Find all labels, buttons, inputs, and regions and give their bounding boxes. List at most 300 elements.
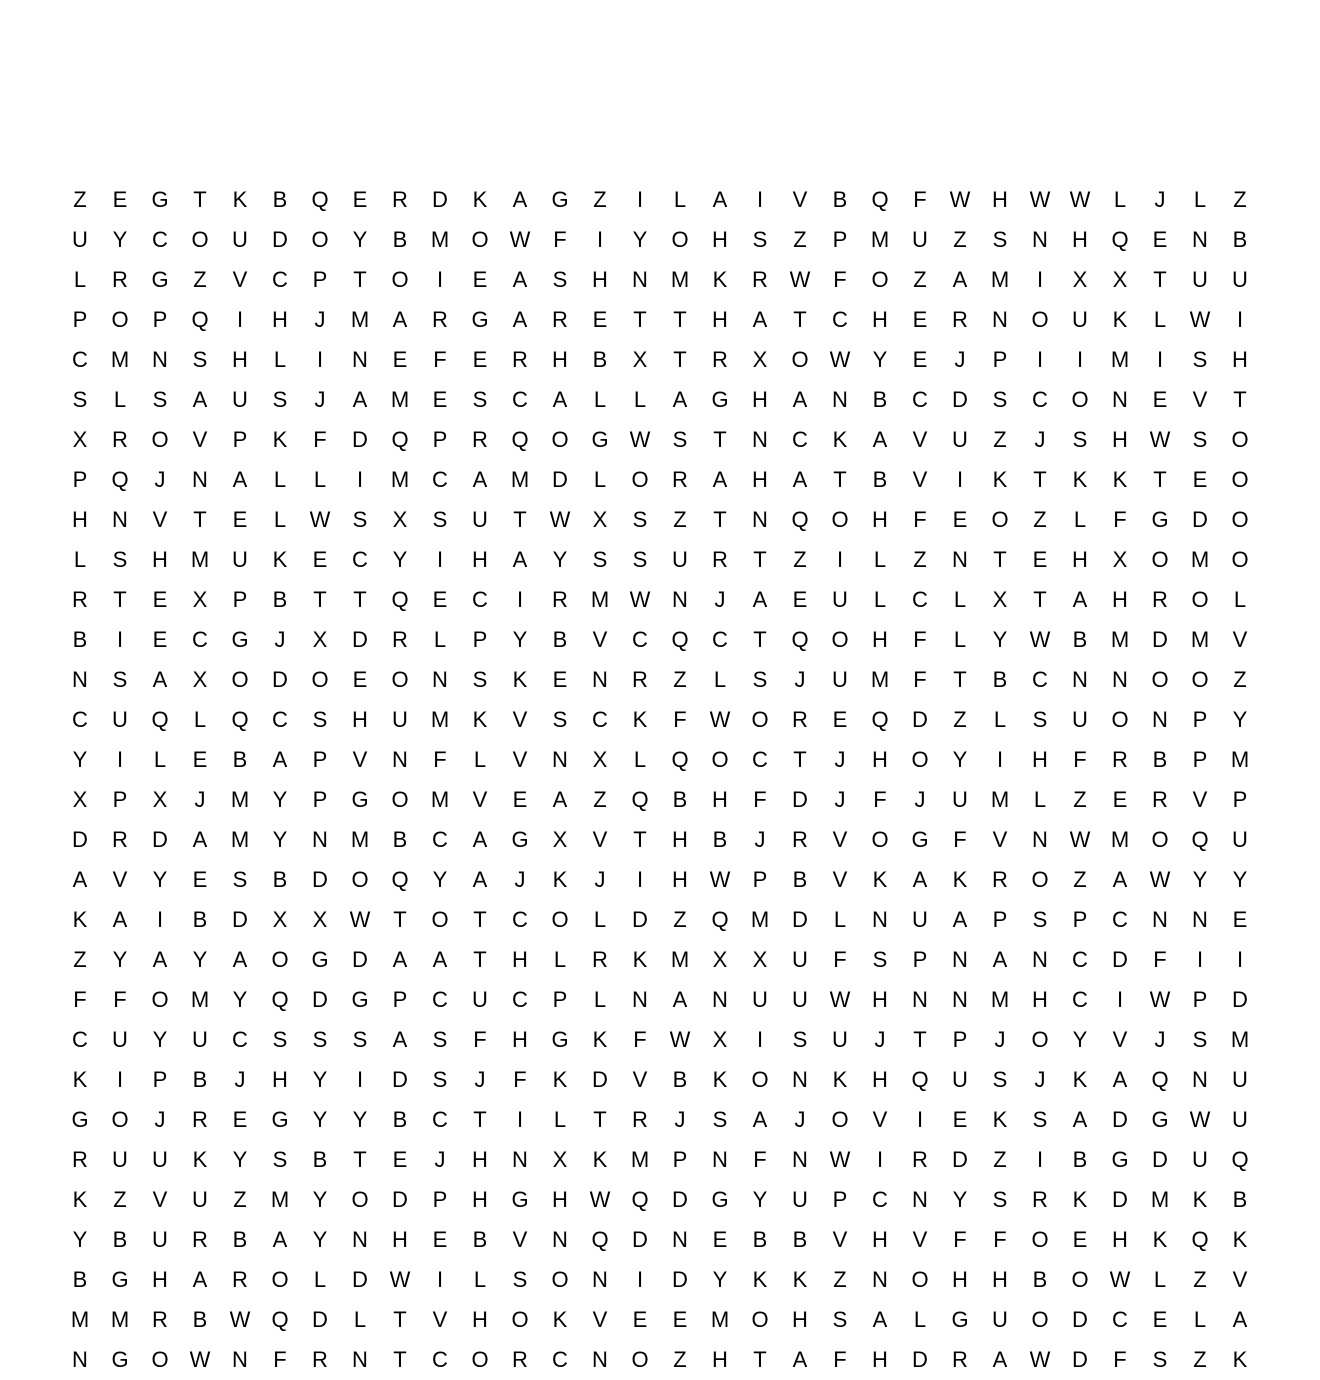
letter-cell[interactable]: A — [712, 187, 728, 212]
letter-cell[interactable]: F — [113, 987, 127, 1012]
letter-cell[interactable]: I — [436, 1267, 444, 1292]
letter-cell[interactable]: S — [712, 1107, 728, 1132]
letter-cell[interactable]: T — [633, 827, 647, 852]
letter-cell[interactable]: Y — [352, 1107, 368, 1132]
letter-cell[interactable]: D — [392, 1187, 408, 1212]
letter-cell[interactable]: A — [872, 1307, 888, 1332]
letter-cell[interactable]: D — [352, 947, 368, 972]
letter-cell[interactable]: M — [390, 467, 410, 492]
letter-cell[interactable]: B — [392, 827, 408, 852]
letter-cell[interactable]: K — [72, 1067, 88, 1092]
letter-cell[interactable]: X — [552, 1147, 568, 1172]
letter-cell[interactable]: V — [792, 187, 808, 212]
letter-cell[interactable]: S — [1192, 347, 1208, 372]
letter-cell[interactable]: E — [832, 707, 848, 732]
letter-cell[interactable]: I — [1236, 307, 1244, 332]
letter-cell[interactable]: K — [1232, 1227, 1248, 1252]
letter-cell[interactable]: A — [232, 467, 248, 492]
letter-cell[interactable]: C — [432, 467, 448, 492]
letter-cell[interactable]: O — [711, 747, 729, 772]
letter-cell[interactable]: W — [709, 867, 731, 892]
letter-cell[interactable]: R — [192, 1227, 208, 1252]
letter-cell[interactable]: L — [633, 387, 647, 412]
letter-cell[interactable]: H — [1112, 427, 1128, 452]
letter-cell[interactable]: J — [794, 667, 806, 692]
letter-cell[interactable]: E — [112, 187, 128, 212]
letter-cell[interactable]: B — [872, 467, 888, 492]
letter-cell[interactable]: X — [712, 947, 728, 972]
letter-cell[interactable]: L — [833, 907, 847, 932]
letter-cell[interactable]: K — [232, 187, 248, 212]
letter-cell[interactable]: S — [352, 1027, 368, 1052]
letter-cell[interactable]: Z — [1193, 1267, 1207, 1292]
letter-cell[interactable]: H — [872, 507, 888, 532]
letter-cell[interactable]: I — [1236, 947, 1244, 972]
letter-cell[interactable]: L — [713, 667, 727, 692]
letter-cell[interactable]: J — [874, 1027, 886, 1052]
letter-cell[interactable]: L — [633, 747, 647, 772]
letter-cell[interactable]: S — [472, 667, 488, 692]
letter-cell[interactable]: W — [1029, 187, 1051, 212]
letter-cell[interactable]: T — [1233, 387, 1247, 412]
letter-cell[interactable]: D — [1152, 1147, 1168, 1172]
letter-cell[interactable]: K — [592, 1147, 608, 1172]
letter-cell[interactable]: E — [1152, 1307, 1168, 1332]
letter-cell[interactable]: B — [1152, 747, 1168, 772]
letter-cell[interactable]: F — [433, 347, 447, 372]
letter-cell[interactable]: V — [912, 1227, 928, 1252]
letter-cell[interactable]: A — [952, 907, 968, 932]
letter-cell[interactable]: H — [1112, 1227, 1128, 1252]
letter-cell[interactable]: S — [432, 1067, 448, 1092]
letter-cell[interactable]: S — [552, 707, 568, 732]
letter-cell[interactable]: M — [430, 787, 450, 812]
letter-cell[interactable]: C — [552, 1347, 568, 1372]
letter-cell[interactable]: O — [391, 667, 409, 692]
letter-cell[interactable]: H — [872, 1227, 888, 1252]
letter-cell[interactable]: R — [312, 1347, 328, 1372]
letter-cell[interactable]: I — [1196, 947, 1204, 972]
letter-cell[interactable]: R — [512, 347, 528, 372]
letter-cell[interactable]: T — [393, 1307, 407, 1332]
letter-cell[interactable]: H — [992, 1267, 1008, 1292]
letter-cell[interactable]: F — [913, 627, 927, 652]
letter-cell[interactable]: Z — [73, 947, 87, 972]
letter-cell[interactable]: V — [832, 867, 848, 892]
letter-cell[interactable]: U — [112, 1027, 128, 1052]
letter-cell[interactable]: V — [152, 1187, 168, 1212]
letter-cell[interactable]: Z — [793, 547, 807, 572]
letter-cell[interactable]: G — [151, 187, 169, 212]
letter-cell[interactable]: P — [552, 987, 568, 1012]
letter-cell[interactable]: U — [472, 987, 488, 1012]
letter-cell[interactable]: T — [513, 507, 527, 532]
letter-cell[interactable]: X — [1112, 267, 1128, 292]
letter-cell[interactable]: Q — [391, 427, 409, 452]
letter-cell[interactable]: T — [673, 347, 687, 372]
letter-cell[interactable]: M — [1150, 1187, 1170, 1212]
letter-cell[interactable]: R — [552, 307, 568, 332]
letter-cell[interactable]: A — [912, 867, 928, 892]
letter-cell[interactable]: L — [553, 947, 567, 972]
letter-cell[interactable]: Y — [712, 1267, 728, 1292]
letter-cell[interactable]: P — [672, 1147, 688, 1172]
letter-cell[interactable]: A — [952, 267, 968, 292]
letter-cell[interactable]: F — [913, 507, 927, 532]
letter-cell[interactable]: K — [1072, 467, 1088, 492]
letter-cell[interactable]: O — [271, 947, 289, 972]
letter-cell[interactable]: M — [110, 347, 130, 372]
letter-cell[interactable]: Z — [1073, 867, 1087, 892]
letter-cell[interactable]: L — [113, 387, 127, 412]
letter-cell[interactable]: O — [1231, 507, 1249, 532]
letter-cell[interactable]: D — [272, 227, 288, 252]
letter-cell[interactable]: N — [872, 1267, 888, 1292]
letter-cell[interactable]: V — [352, 747, 368, 772]
letter-cell[interactable]: H — [392, 1227, 408, 1252]
letter-cell[interactable]: F — [833, 947, 847, 972]
letter-cell[interactable]: G — [1111, 1147, 1129, 1172]
letter-cell[interactable]: I — [316, 347, 324, 372]
letter-cell[interactable]: D — [912, 707, 928, 732]
letter-cell[interactable]: E — [1072, 1227, 1088, 1252]
letter-cell[interactable]: S — [752, 227, 768, 252]
letter-cell[interactable]: E — [712, 1227, 728, 1252]
letter-cell[interactable]: O — [1031, 307, 1049, 332]
letter-cell[interactable]: A — [472, 827, 488, 852]
letter-cell[interactable]: E — [152, 587, 168, 612]
letter-cell[interactable]: N — [912, 1187, 928, 1212]
letter-cell[interactable]: R — [392, 187, 408, 212]
letter-cell[interactable]: H — [952, 1267, 968, 1292]
letter-cell[interactable]: I — [116, 627, 124, 652]
letter-cell[interactable]: T — [633, 307, 647, 332]
letter-cell[interactable]: Z — [913, 547, 927, 572]
letter-cell[interactable]: T — [1153, 467, 1167, 492]
letter-cell[interactable]: B — [392, 227, 408, 252]
letter-cell[interactable]: S — [272, 1027, 288, 1052]
letter-cell[interactable]: K — [832, 427, 848, 452]
letter-cell[interactable]: C — [832, 307, 848, 332]
letter-cell[interactable]: H — [712, 307, 728, 332]
letter-cell[interactable]: N — [1192, 1067, 1208, 1092]
letter-cell[interactable]: P — [392, 987, 408, 1012]
letter-cell[interactable]: A — [1232, 1307, 1248, 1332]
letter-cell[interactable]: O — [631, 1347, 649, 1372]
letter-cell[interactable]: M — [1110, 827, 1130, 852]
letter-cell[interactable]: X — [632, 347, 648, 372]
letter-cell[interactable]: X — [752, 947, 768, 972]
letter-cell[interactable]: T — [393, 907, 407, 932]
letter-cell[interactable]: C — [72, 707, 88, 732]
letter-cell[interactable]: O — [551, 427, 569, 452]
letter-cell[interactable]: M — [430, 707, 450, 732]
letter-cell[interactable]: B — [752, 1227, 768, 1252]
letter-cell[interactable]: D — [1152, 627, 1168, 652]
letter-cell[interactable]: L — [593, 387, 607, 412]
letter-cell[interactable]: N — [632, 987, 648, 1012]
letter-cell[interactable]: V — [432, 1307, 448, 1332]
letter-cell[interactable]: K — [552, 867, 568, 892]
letter-cell[interactable]: Z — [1033, 507, 1047, 532]
letter-cell[interactable]: W — [829, 987, 851, 1012]
letter-cell[interactable]: H — [872, 987, 888, 1012]
letter-cell[interactable]: O — [391, 787, 409, 812]
letter-cell[interactable]: V — [1192, 787, 1208, 812]
letter-cell[interactable]: J — [794, 1107, 806, 1132]
letter-cell[interactable]: X — [1072, 267, 1088, 292]
letter-cell[interactable]: W — [1029, 627, 1051, 652]
letter-cell[interactable]: U — [832, 667, 848, 692]
letter-cell[interactable]: M — [390, 387, 410, 412]
letter-cell[interactable]: H — [472, 1187, 488, 1212]
letter-cell[interactable]: C — [792, 427, 808, 452]
letter-cell[interactable]: V — [472, 787, 488, 812]
letter-cell[interactable]: G — [511, 827, 529, 852]
letter-cell[interactable]: N — [792, 1147, 808, 1172]
letter-cell[interactable]: K — [992, 1107, 1008, 1132]
letter-cell[interactable]: F — [513, 1067, 527, 1092]
letter-cell[interactable]: Q — [391, 587, 409, 612]
letter-cell[interactable]: H — [472, 1307, 488, 1332]
letter-cell[interactable]: V — [992, 827, 1008, 852]
letter-cell[interactable]: C — [1112, 1307, 1128, 1332]
letter-cell[interactable]: I — [156, 907, 164, 932]
letter-cell[interactable]: H — [752, 387, 768, 412]
letter-cell[interactable]: M — [1230, 747, 1250, 772]
letter-cell[interactable]: B — [112, 1227, 128, 1252]
letter-cell[interactable]: Y — [1192, 867, 1208, 892]
letter-cell[interactable]: I — [876, 1147, 884, 1172]
letter-cell[interactable]: L — [273, 467, 287, 492]
letter-cell[interactable]: N — [952, 987, 968, 1012]
letter-cell[interactable]: V — [1232, 627, 1248, 652]
letter-cell[interactable]: Z — [193, 267, 207, 292]
letter-cell[interactable]: I — [996, 747, 1004, 772]
letter-cell[interactable]: R — [552, 587, 568, 612]
letter-cell[interactable]: M — [430, 227, 450, 252]
letter-cell[interactable]: Z — [953, 227, 967, 252]
letter-cell[interactable]: C — [912, 587, 928, 612]
letter-cell[interactable]: Q — [671, 747, 689, 772]
letter-cell[interactable]: X — [992, 587, 1008, 612]
letter-cell[interactable]: U — [112, 1147, 128, 1172]
letter-cell[interactable]: U — [952, 787, 968, 812]
letter-cell[interactable]: G — [1151, 1107, 1169, 1132]
letter-cell[interactable]: T — [473, 947, 487, 972]
letter-cell[interactable]: Z — [793, 227, 807, 252]
letter-cell[interactable]: L — [1193, 187, 1207, 212]
letter-cell[interactable]: D — [552, 467, 568, 492]
letter-cell[interactable]: I — [1076, 347, 1084, 372]
letter-cell[interactable]: Y — [992, 627, 1008, 652]
letter-cell[interactable]: H — [872, 747, 888, 772]
letter-cell[interactable]: E — [152, 627, 168, 652]
letter-cell[interactable]: R — [792, 707, 808, 732]
letter-cell[interactable]: N — [512, 1147, 528, 1172]
letter-cell[interactable]: O — [1031, 1307, 1049, 1332]
letter-cell[interactable]: D — [232, 907, 248, 932]
letter-cell[interactable]: A — [192, 1267, 208, 1292]
letter-cell[interactable]: K — [1192, 1187, 1208, 1212]
letter-cell[interactable]: K — [552, 1067, 568, 1092]
letter-cell[interactable]: T — [833, 467, 847, 492]
letter-cell[interactable]: X — [192, 587, 208, 612]
letter-cell[interactable]: W — [1069, 187, 1091, 212]
letter-cell[interactable]: M — [190, 547, 210, 572]
letter-cell[interactable]: T — [393, 1347, 407, 1372]
letter-cell[interactable]: X — [272, 907, 288, 932]
letter-cell[interactable]: V — [232, 267, 248, 292]
letter-cell[interactable]: T — [793, 747, 807, 772]
letter-cell[interactable]: H — [1232, 347, 1248, 372]
letter-cell[interactable]: L — [353, 1307, 367, 1332]
letter-cell[interactable]: V — [832, 1227, 848, 1252]
letter-cell[interactable]: Z — [993, 1147, 1007, 1172]
letter-cell[interactable]: Z — [953, 707, 967, 732]
letter-cell[interactable]: K — [272, 427, 288, 452]
letter-cell[interactable]: M — [590, 587, 610, 612]
letter-cell[interactable]: U — [112, 707, 128, 732]
letter-cell[interactable]: I — [636, 187, 644, 212]
letter-cell[interactable]: F — [473, 1027, 487, 1052]
letter-cell[interactable]: A — [272, 747, 288, 772]
letter-cell[interactable]: G — [471, 307, 489, 332]
letter-cell[interactable]: B — [192, 1307, 208, 1332]
letter-cell[interactable]: K — [1112, 307, 1128, 332]
letter-cell[interactable]: O — [231, 667, 249, 692]
letter-cell[interactable]: A — [512, 267, 528, 292]
letter-cell[interactable]: U — [912, 227, 928, 252]
letter-cell[interactable]: M — [990, 267, 1010, 292]
letter-cell[interactable]: I — [1036, 1147, 1044, 1172]
letter-cell[interactable]: G — [711, 1187, 729, 1212]
letter-cell[interactable]: L — [953, 587, 967, 612]
letter-cell[interactable]: V — [912, 427, 928, 452]
letter-cell[interactable]: J — [994, 1027, 1006, 1052]
letter-cell[interactable]: C — [1032, 387, 1048, 412]
letter-cell[interactable]: H — [592, 267, 608, 292]
letter-cell[interactable]: R — [1032, 1187, 1048, 1212]
letter-cell[interactable]: T — [753, 1347, 767, 1372]
letter-cell[interactable]: P — [152, 1067, 168, 1092]
letter-cell[interactable]: B — [1032, 1267, 1048, 1292]
letter-cell[interactable]: P — [1192, 747, 1208, 772]
letter-cell[interactable]: S — [992, 1187, 1008, 1212]
letter-cell[interactable]: N — [352, 1227, 368, 1252]
letter-cell[interactable]: Q — [631, 1187, 649, 1212]
letter-cell[interactable]: G — [911, 827, 929, 852]
letter-cell[interactable]: R — [592, 947, 608, 972]
letter-cell[interactable]: H — [712, 1347, 728, 1372]
letter-cell[interactable]: H — [232, 347, 248, 372]
letter-cell[interactable]: W — [629, 427, 651, 452]
letter-cell[interactable]: R — [672, 467, 688, 492]
letter-cell[interactable]: A — [392, 947, 408, 972]
letter-cell[interactable]: J — [714, 587, 726, 612]
letter-cell[interactable]: Q — [711, 907, 729, 932]
letter-cell[interactable]: J — [234, 1067, 246, 1092]
letter-cell[interactable]: F — [313, 427, 327, 452]
letter-cell[interactable]: W — [1149, 867, 1171, 892]
letter-cell[interactable]: K — [872, 867, 888, 892]
letter-cell[interactable]: Y — [312, 1067, 328, 1092]
letter-cell[interactable]: S — [272, 387, 288, 412]
letter-cell[interactable]: U — [232, 547, 248, 572]
letter-cell[interactable]: O — [311, 667, 329, 692]
letter-cell[interactable]: Y — [1232, 867, 1248, 892]
letter-cell[interactable]: Z — [1233, 187, 1247, 212]
letter-cell[interactable]: W — [1069, 827, 1091, 852]
letter-cell[interactable]: S — [1192, 427, 1208, 452]
letter-cell[interactable]: O — [1191, 587, 1209, 612]
letter-cell[interactable]: K — [1152, 1227, 1168, 1252]
letter-cell[interactable]: Y — [272, 787, 288, 812]
letter-cell[interactable]: Y — [432, 867, 448, 892]
letter-cell[interactable]: M — [870, 667, 890, 692]
letter-cell[interactable]: X — [192, 667, 208, 692]
letter-cell[interactable]: U — [192, 1187, 208, 1212]
letter-cell[interactable]: C — [512, 387, 528, 412]
letter-cell[interactable]: Y — [312, 1227, 328, 1252]
letter-cell[interactable]: S — [632, 547, 648, 572]
letter-cell[interactable]: Y — [312, 1187, 328, 1212]
letter-cell[interactable]: R — [712, 547, 728, 572]
letter-cell[interactable]: G — [111, 1347, 129, 1372]
letter-cell[interactable]: N — [72, 667, 88, 692]
letter-cell[interactable]: U — [1232, 827, 1248, 852]
letter-cell[interactable]: B — [832, 187, 848, 212]
letter-cell[interactable]: Q — [1191, 1227, 1209, 1252]
letter-cell[interactable]: A — [472, 867, 488, 892]
letter-cell[interactable]: O — [631, 467, 649, 492]
letter-cell[interactable]: U — [952, 427, 968, 452]
letter-cell[interactable]: K — [712, 1067, 728, 1092]
letter-cell[interactable]: S — [792, 1027, 808, 1052]
letter-cell[interactable]: R — [1152, 787, 1168, 812]
letter-cell[interactable]: G — [551, 187, 569, 212]
letter-cell[interactable]: L — [1073, 507, 1087, 532]
letter-cell[interactable]: P — [72, 467, 88, 492]
letter-cell[interactable]: K — [1232, 1347, 1248, 1372]
letter-cell[interactable]: O — [1071, 1267, 1089, 1292]
letter-cell[interactable]: C — [152, 227, 168, 252]
letter-cell[interactable]: S — [152, 387, 168, 412]
letter-cell[interactable]: X — [152, 787, 168, 812]
letter-cell[interactable]: O — [1031, 1027, 1049, 1052]
letter-cell[interactable]: C — [72, 347, 88, 372]
letter-cell[interactable]: J — [594, 867, 606, 892]
letter-cell[interactable]: D — [72, 827, 88, 852]
letter-cell[interactable]: Y — [952, 747, 968, 772]
letter-cell[interactable]: Q — [871, 707, 889, 732]
letter-cell[interactable]: S — [432, 1027, 448, 1052]
letter-cell[interactable]: B — [472, 1227, 488, 1252]
letter-cell[interactable]: H — [1032, 987, 1048, 1012]
letter-cell[interactable]: L — [433, 627, 447, 652]
letter-cell[interactable]: O — [151, 427, 169, 452]
letter-cell[interactable]: S — [312, 1027, 328, 1052]
letter-cell[interactable]: M — [630, 1147, 650, 1172]
letter-cell[interactable]: P — [832, 227, 848, 252]
letter-cell[interactable]: R — [952, 307, 968, 332]
letter-cell[interactable]: B — [712, 827, 728, 852]
letter-cell[interactable]: R — [112, 427, 128, 452]
letter-cell[interactable]: Y — [112, 947, 128, 972]
letter-cell[interactable]: E — [432, 1227, 448, 1252]
letter-cell[interactable]: V — [912, 467, 928, 492]
letter-cell[interactable]: C — [1032, 667, 1048, 692]
